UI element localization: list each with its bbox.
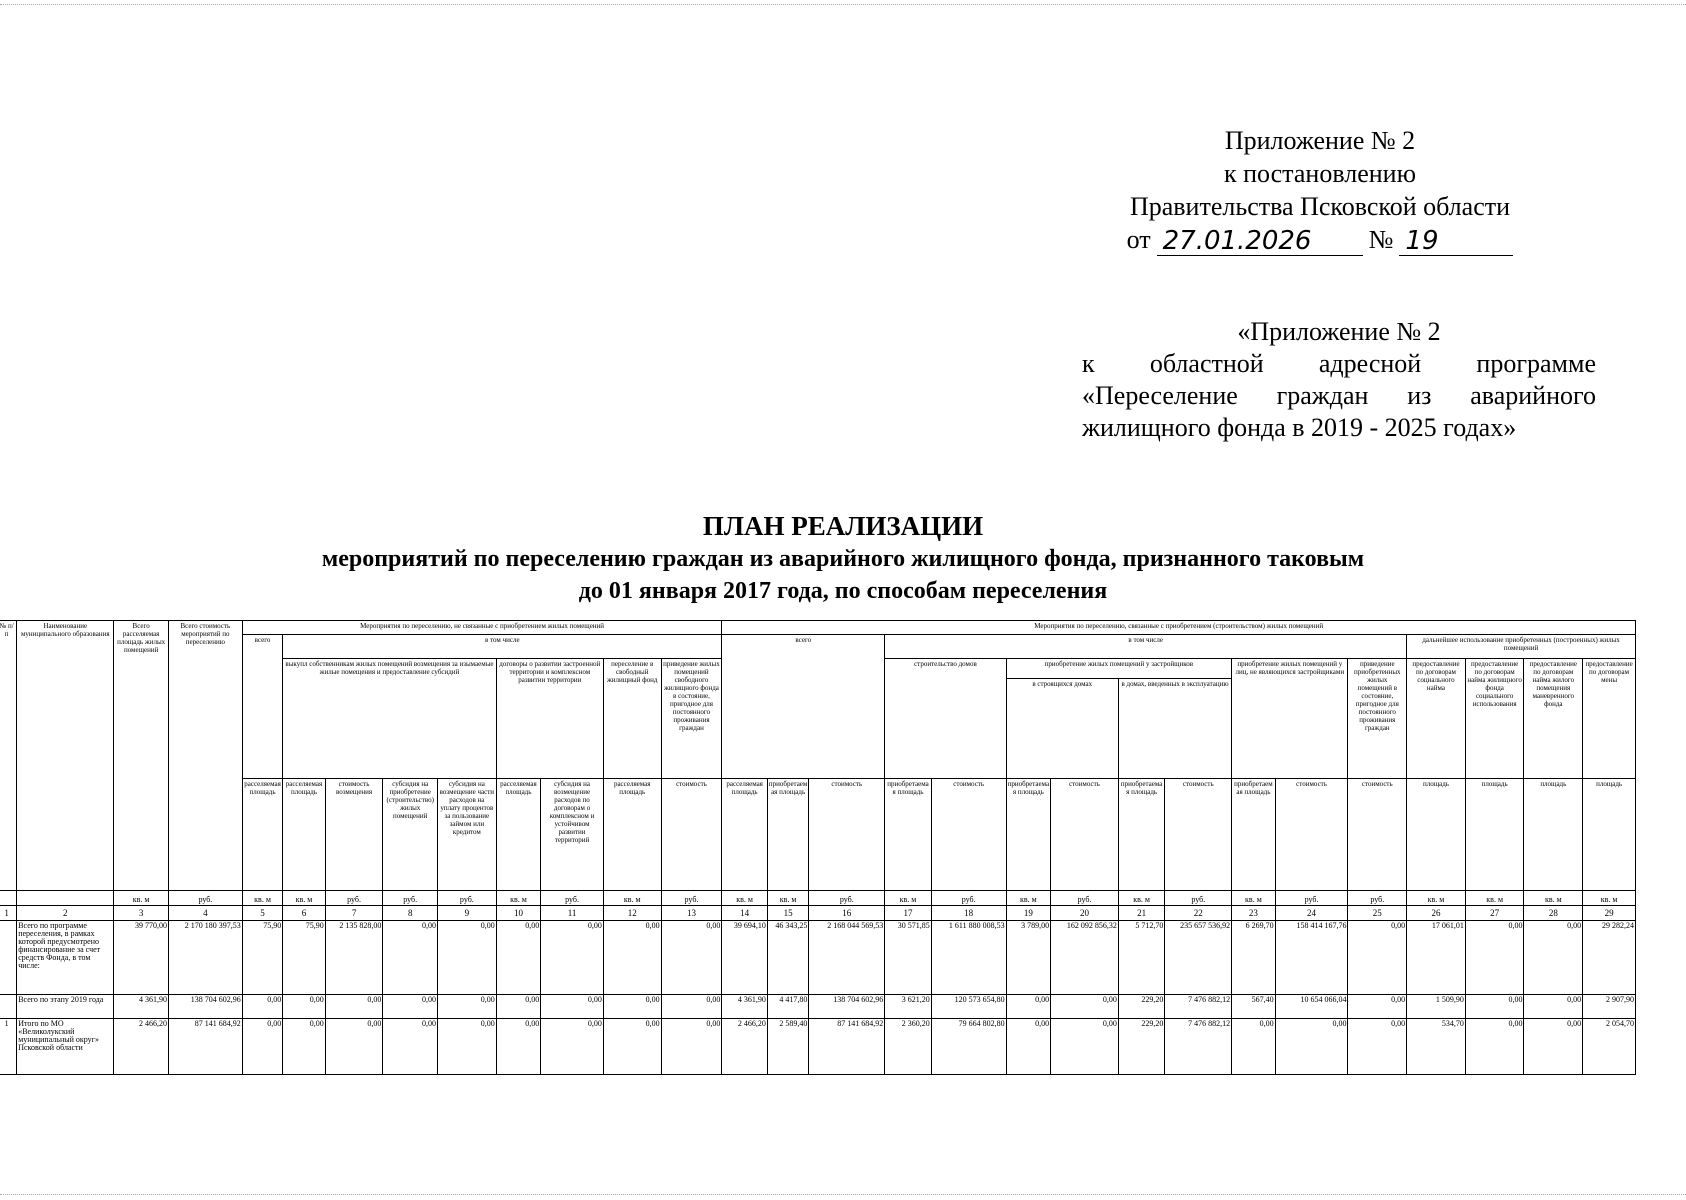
subheader-28: площадь xyxy=(1524,779,1583,891)
unit-cell: кв. м xyxy=(1118,891,1165,906)
table-row xyxy=(0,921,1636,995)
unit-cell: руб. xyxy=(325,891,383,906)
top-scan-border xyxy=(0,4,1686,5)
document-title xyxy=(0,510,1686,607)
subheader-9: субсидия на возмещение части расходов на уплату процентов за пользование займом или кредитом xyxy=(438,779,497,891)
cell: 0,00 xyxy=(242,1019,282,1075)
unit-cell: кв. м xyxy=(242,891,282,906)
subheader-8: субсидия на приобретение (строительство) жилых помещений xyxy=(383,779,438,891)
unit-cell: руб. xyxy=(931,891,1006,906)
cell: 138 704 602,96 xyxy=(168,995,242,1019)
cell: 0,00 xyxy=(438,1019,497,1075)
cell: 0,00 xyxy=(603,921,661,995)
cell: 567,40 xyxy=(1232,995,1275,1019)
approval-line-2: к постановлению xyxy=(1223,159,1417,188)
row-no xyxy=(0,921,17,995)
cell: 2 466,20 xyxy=(722,1019,768,1075)
header-a-development: договоры о развитии застроенной территории и комплексном развитии территории xyxy=(496,659,603,779)
cell: 0,00 xyxy=(438,995,497,1019)
cell: 0,00 xyxy=(1524,995,1583,1019)
cell: 30 571,85 xyxy=(885,921,932,995)
bottom-scan-border xyxy=(0,1194,1686,1195)
subheader-16: стоимость xyxy=(809,779,885,891)
cell: 39 770,00 xyxy=(114,921,169,995)
header-b-build: строительство домов xyxy=(885,659,1006,779)
cell: 5 712,70 xyxy=(1118,921,1165,995)
col-number: 20 xyxy=(1051,906,1119,921)
header-b-bring: приведение приобретенных жилых помещений в состояние, пригодное для постоянного проживания граждан xyxy=(1348,659,1407,779)
cell: 2 170 180 397,53 xyxy=(168,921,242,995)
cell: 75,90 xyxy=(242,921,282,995)
cell: 87 141 684,92 xyxy=(168,1019,242,1075)
cell: 2 135 828,00 xyxy=(325,921,383,995)
cell: 0,00 xyxy=(242,995,282,1019)
col-number: 24 xyxy=(1275,906,1348,921)
cell: 10 654 066,04 xyxy=(1275,995,1348,1019)
subheader-12: расселяемая площадь xyxy=(603,779,661,891)
header-a-bring: приведение жилых помещений свободного жилищного фонда в состояние, пригодное для постоянного проживания граждан xyxy=(661,659,722,779)
unit-cell: руб. xyxy=(383,891,438,906)
cell: 2 054,70 xyxy=(1583,1019,1636,1075)
header-name: Наименование муниципального образования xyxy=(17,621,114,891)
cell: 235 657 536,92 xyxy=(1165,921,1232,995)
cell: 2 907,90 xyxy=(1583,995,1636,1019)
cell: 39 694,10 xyxy=(722,921,768,995)
subheader-21: приобретаемая площадь xyxy=(1118,779,1165,891)
subheader-15: приобретаемая площадь xyxy=(767,779,808,891)
header-a-including: в том числе xyxy=(283,635,722,659)
header-a-total: всего xyxy=(242,635,282,779)
cell: 534,70 xyxy=(1407,1019,1466,1075)
col-number: 28 xyxy=(1524,906,1583,921)
column-number-row xyxy=(0,906,1636,921)
cell: 229,20 xyxy=(1118,1019,1165,1075)
cell: 7 476 882,12 xyxy=(1165,1019,1232,1075)
approval-number-label: № xyxy=(1368,225,1394,254)
header-further-social-use: предоставление по договорам найма жилищного фонда социального использования xyxy=(1465,659,1524,779)
unit-cell: кв. м xyxy=(722,891,768,906)
col-number: 19 xyxy=(1006,906,1051,921)
cell: 1 509,90 xyxy=(1407,995,1466,1019)
unit-cell: кв. м xyxy=(283,891,325,906)
unit-cell: кв. м xyxy=(1006,891,1051,906)
cell: 0,00 xyxy=(661,1019,722,1075)
units-row xyxy=(0,891,1636,906)
col-number: 1 xyxy=(0,906,17,921)
col-number: 17 xyxy=(885,906,932,921)
col-number: 23 xyxy=(1232,906,1275,921)
header-b-total: всего xyxy=(722,635,885,779)
approval-date: 27.01.2026 xyxy=(1157,227,1363,256)
col-number: 27 xyxy=(1465,906,1524,921)
header-no: № п/п xyxy=(0,621,17,891)
cell: 0,00 xyxy=(661,995,722,1019)
header-b-non-developers: приобретение жилых помещений у лиц, не являющихся застройщиками xyxy=(1232,659,1348,779)
cell: 87 141 684,92 xyxy=(809,1019,885,1075)
program-line-4: жилищного фонда в 2019 - 2025 годах» xyxy=(1082,413,1517,442)
unit-cell: кв. м xyxy=(1524,891,1583,906)
cell: 0,00 xyxy=(541,921,604,995)
cell: 0,00 xyxy=(1465,921,1524,995)
unit-cell: кв. м xyxy=(603,891,661,906)
cell: 0,00 xyxy=(661,921,722,995)
unit-cell: руб. xyxy=(1348,891,1407,906)
subheader-23: приобретаемая площадь xyxy=(1232,779,1275,891)
subheader-27: площадь xyxy=(1465,779,1524,891)
cell: 0,00 xyxy=(325,995,383,1019)
subheader-17: приобретаемая площадь xyxy=(885,779,932,891)
cell: 0,00 xyxy=(1465,1019,1524,1075)
unit-cell: кв. м xyxy=(1465,891,1524,906)
cell: 2 466,20 xyxy=(114,1019,169,1075)
cell: 0,00 xyxy=(603,995,661,1019)
cell: 229,20 xyxy=(1118,995,1165,1019)
unit-cell: руб. xyxy=(661,891,722,906)
row-name: Всего по этапу 2019 года xyxy=(17,995,114,1019)
cell: 17 061,01 xyxy=(1407,921,1466,995)
subheader-14: расселяемая площадь xyxy=(722,779,768,891)
unit-cell: кв. м xyxy=(1407,891,1466,906)
approval-date-number-row xyxy=(1100,223,1540,256)
col-number: 7 xyxy=(325,906,383,921)
cell: 0,00 xyxy=(1465,995,1524,1019)
header-total-cost: Всего стоимость мероприятий по переселению xyxy=(168,621,242,891)
title-sub-1: мероприятий по переселению граждан из аварийного жилищного фонда, признанного таковым xyxy=(321,546,1365,572)
cell: 4 417,80 xyxy=(767,995,808,1019)
cell: 0,00 xyxy=(1275,1019,1348,1075)
cell: 3 789,00 xyxy=(1006,921,1051,995)
row-no: 1 xyxy=(0,1019,17,1075)
cell: 0,00 xyxy=(1524,1019,1583,1075)
cell: 158 414 167,76 xyxy=(1275,921,1348,995)
cell: 0,00 xyxy=(1524,921,1583,995)
row-name: Итого по МО «Великолукский муниципальный округ» Псковской области xyxy=(17,1019,114,1075)
program-block xyxy=(1082,316,1596,444)
col-number: 14 xyxy=(722,906,768,921)
cell: 0,00 xyxy=(496,1019,541,1075)
cell: 29 282,24 xyxy=(1583,921,1636,995)
cell: 7 476 882,12 xyxy=(1165,995,1232,1019)
cell: 0,00 xyxy=(1006,995,1051,1019)
cell: 0,00 xyxy=(603,1019,661,1075)
subheader-26: площадь xyxy=(1407,779,1466,891)
cell: 0,00 xyxy=(283,995,325,1019)
col-number: 22 xyxy=(1165,906,1232,921)
subheader-19: приобретаемая площадь xyxy=(1006,779,1051,891)
unit-cell: руб. xyxy=(1165,891,1232,906)
unit-cell: кв. м xyxy=(767,891,808,906)
subheader-18: стоимость xyxy=(931,779,1006,891)
subheader-20: стоимость xyxy=(1051,779,1119,891)
cell: 0,00 xyxy=(496,995,541,1019)
cell: 0,00 xyxy=(1051,1019,1119,1075)
cell: 120 573 654,80 xyxy=(931,995,1006,1019)
col-number: 12 xyxy=(603,906,661,921)
cell: 0,00 xyxy=(438,921,497,995)
unit-cell xyxy=(17,891,114,906)
col-number: 3 xyxy=(114,906,169,921)
cell: 0,00 xyxy=(383,1019,438,1075)
header-b-under-construction: в строящихся домах xyxy=(1006,679,1118,779)
plan-table xyxy=(0,620,1636,1075)
cell: 0,00 xyxy=(541,995,604,1019)
cell: 0,00 xyxy=(496,921,541,995)
cell: 138 704 602,96 xyxy=(809,995,885,1019)
cell: 0,00 xyxy=(1232,1019,1275,1075)
program-line-3: «Переселение граждан из аварийного xyxy=(1082,381,1596,410)
unit-cell: кв. м xyxy=(885,891,932,906)
header-further-use: дальнейшее использование приобретенных (построенных) жилых помещений xyxy=(1407,635,1636,659)
header-further-exchange: предоставление по договорам мены xyxy=(1583,659,1636,779)
cell: 0,00 xyxy=(1051,995,1119,1019)
header-b-including: в том числе xyxy=(885,635,1407,659)
header-b-existing: в домах, введенных в эксплуатацию xyxy=(1118,679,1231,779)
header-a-buyout: выкупл собственникам жилых помещений возмещения за изымаемые жилые помещения и предоставление субсидий xyxy=(283,659,496,779)
unit-cell: кв. м xyxy=(1232,891,1275,906)
col-number: 11 xyxy=(541,906,604,921)
cell: 0,00 xyxy=(283,1019,325,1075)
row-name: Всего по программе переселения, в рамках которой предусмотрено финансирование за счет средств Фонда, в том числе: xyxy=(17,921,114,995)
col-number: 5 xyxy=(242,906,282,921)
cell: 3 621,20 xyxy=(885,995,932,1019)
header-total-area: Всего расселяемая площадь жилых помещений xyxy=(114,621,169,891)
title-main: ПЛАН РЕАЛИЗАЦИИ xyxy=(702,511,984,541)
col-number: 18 xyxy=(931,906,1006,921)
cell: 0,00 xyxy=(1348,995,1407,1019)
cell: 0,00 xyxy=(1348,1019,1407,1075)
cell: 0,00 xyxy=(383,921,438,995)
col-number: 6 xyxy=(283,906,325,921)
col-number: 9 xyxy=(438,906,497,921)
header-b-developers: приобретение жилых помещений у застройщиков xyxy=(1006,659,1232,679)
col-number: 29 xyxy=(1583,906,1636,921)
cell: 0,00 xyxy=(541,1019,604,1075)
subheader-5: расселяемая площадь xyxy=(242,779,282,891)
subheader-7: стоимость возмещения xyxy=(325,779,383,891)
col-number: 16 xyxy=(809,906,885,921)
table-row xyxy=(0,995,1636,1019)
col-number: 10 xyxy=(496,906,541,921)
cell: 4 361,90 xyxy=(114,995,169,1019)
col-number: 25 xyxy=(1348,906,1407,921)
unit-cell: руб. xyxy=(168,891,242,906)
subheader-24: стоимость xyxy=(1275,779,1348,891)
subheader-25: стоимость xyxy=(1348,779,1407,891)
unit-cell xyxy=(0,891,17,906)
header-group-b: Мероприятия по переселению, связанные с приобретением (строительством) жилых помещений xyxy=(722,621,1636,635)
unit-cell: кв. м xyxy=(114,891,169,906)
col-number: 26 xyxy=(1407,906,1466,921)
subheader-10: расселяемая площадь xyxy=(496,779,541,891)
cell: 1 611 880 008,53 xyxy=(931,921,1006,995)
cell: 79 664 802,80 xyxy=(931,1019,1006,1075)
unit-cell: руб. xyxy=(1275,891,1348,906)
cell: 75,90 xyxy=(283,921,325,995)
col-number: 15 xyxy=(767,906,808,921)
col-number: 4 xyxy=(168,906,242,921)
approval-number: 19 xyxy=(1399,227,1513,256)
cell: 2 168 044 569,53 xyxy=(809,921,885,995)
approval-line-1: Приложение № 2 xyxy=(1224,126,1416,155)
table-row xyxy=(0,1019,1636,1075)
title-sub-2: до 01 января 2017 года, по способам переселения xyxy=(578,578,1108,604)
header-further-social: предоставление по договорам социального найма xyxy=(1407,659,1466,779)
col-number: 2 xyxy=(17,906,114,921)
header-a-free-fund: переселение в свободный жилищный фонд xyxy=(603,659,661,779)
cell: 2 360,20 xyxy=(885,1019,932,1075)
cell: 4 361,90 xyxy=(722,995,768,1019)
subheader-11: субсидия на возмещение расходов по договорам о комплексном и устойчивом развитии территорий xyxy=(541,779,604,891)
program-line-1: «Приложение № 2 xyxy=(1237,317,1441,346)
cell: 0,00 xyxy=(1348,921,1407,995)
cell: 2 589,40 xyxy=(767,1019,808,1075)
unit-cell: кв. м xyxy=(496,891,541,906)
col-number: 8 xyxy=(383,906,438,921)
cell: 0,00 xyxy=(383,995,438,1019)
subheader-29: площадь xyxy=(1583,779,1636,891)
subheader-6: расселяемая площадь xyxy=(283,779,325,891)
cell: 46 343,25 xyxy=(767,921,808,995)
cell: 6 269,70 xyxy=(1232,921,1275,995)
cell: 162 092 856,32 xyxy=(1051,921,1119,995)
program-line-2: к областной адресной программе xyxy=(1082,349,1596,378)
header-further-maneuver: предоставление по договорам найма жилого помещения маневренного фонда xyxy=(1524,659,1583,779)
unit-cell: руб. xyxy=(438,891,497,906)
col-number: 13 xyxy=(661,906,722,921)
unit-cell: руб. xyxy=(1051,891,1119,906)
row-no xyxy=(0,995,17,1019)
unit-cell: кв. м xyxy=(1583,891,1636,906)
unit-cell: руб. xyxy=(809,891,885,906)
approval-line-3: Правительства Псковской области xyxy=(1129,192,1511,221)
header-group-a: Мероприятия по переселению, не связанные с приобретением жилых помещений xyxy=(242,621,722,635)
approval-block xyxy=(1100,124,1540,256)
col-number: 21 xyxy=(1118,906,1165,921)
subheader-13: стоимость xyxy=(661,779,722,891)
cell: 0,00 xyxy=(325,1019,383,1075)
unit-cell: руб. xyxy=(541,891,604,906)
cell: 0,00 xyxy=(1006,1019,1051,1075)
approval-from-label: от xyxy=(1126,225,1151,254)
subheader-22: стоимость xyxy=(1165,779,1232,891)
